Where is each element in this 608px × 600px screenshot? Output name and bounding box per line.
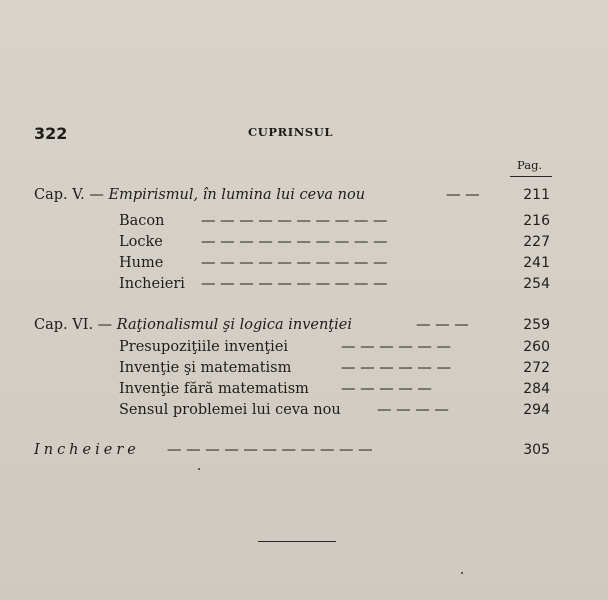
leader-dashes: — — — — — — — — — — — — [167, 442, 373, 458]
toc-item — [119, 211, 550, 231]
leader-dashes: — — — — — — — — — — — [201, 255, 388, 271]
toc-chapter-5 — [34, 185, 550, 205]
toc-item — [119, 253, 550, 273]
chapter-prefix: Cap. V. — — [34, 187, 109, 203]
item-label: Locke — [119, 234, 163, 250]
leader-dashes: — — — — — [377, 402, 449, 418]
page-ref: 227 — [523, 234, 550, 250]
pag-column-label: Pag. — [517, 158, 543, 172]
toc-item — [119, 274, 550, 294]
leader-dashes: — — — [446, 187, 480, 203]
item-label: Incheiere — [34, 442, 140, 458]
page-ref: 254 — [523, 276, 550, 292]
item-label: Invenţie fără matematism — [119, 381, 309, 397]
end-rule — [258, 541, 336, 542]
chapter-title: Raţionalismul şi logica invenţiei — [116, 317, 353, 333]
paper-speck — [461, 572, 463, 574]
page-ref: 294 — [523, 402, 550, 418]
leader-dashes: — — — — — — — [341, 360, 452, 376]
page-ref: 260 — [523, 339, 550, 355]
toc-item — [119, 358, 550, 378]
page-ref: 259 — [523, 317, 550, 333]
leader-dashes: — — — — — — [341, 381, 432, 397]
page-ref: 241 — [523, 255, 550, 271]
item-label: Invenţie şi matematism — [119, 360, 292, 376]
leader-dashes: — — — — — — — — — — — [201, 276, 388, 292]
page-ref: 216 — [523, 213, 550, 229]
item-label: Hume — [119, 255, 164, 271]
item-label: Sensul problemei lui ceva nou — [119, 402, 341, 418]
leader-dashes: — — — — — — — [341, 339, 452, 355]
page-number: 322 — [34, 124, 68, 143]
toc-item — [119, 232, 550, 252]
toc-chapter-6 — [34, 315, 550, 335]
leader-dashes: — — — — [416, 317, 469, 333]
chapter-title: Empirismul, în lumina lui ceva nou — [108, 187, 366, 203]
toc-item — [119, 379, 550, 399]
item-label: Presupoziţiile invenţiei — [119, 339, 289, 355]
page-ref: 272 — [523, 360, 550, 376]
page-ref: 305 — [523, 442, 550, 458]
leader-dashes: — — — — — — — — — — — [201, 213, 388, 229]
chapter-prefix: Cap. VI. — — [34, 317, 117, 333]
toc-item — [119, 337, 550, 357]
leader-dashes: — — — — — — — — — — — [201, 234, 388, 250]
toc-item — [119, 400, 550, 420]
item-label: Incheieri — [119, 276, 185, 292]
toc-conclusion — [34, 440, 550, 460]
running-header: CUPRINSUL — [248, 125, 334, 139]
paper-speck — [198, 468, 200, 470]
page-ref: 211 — [523, 187, 550, 203]
pag-underline — [510, 176, 552, 177]
page-ref: 284 — [523, 381, 550, 397]
item-label: Bacon — [119, 213, 165, 229]
